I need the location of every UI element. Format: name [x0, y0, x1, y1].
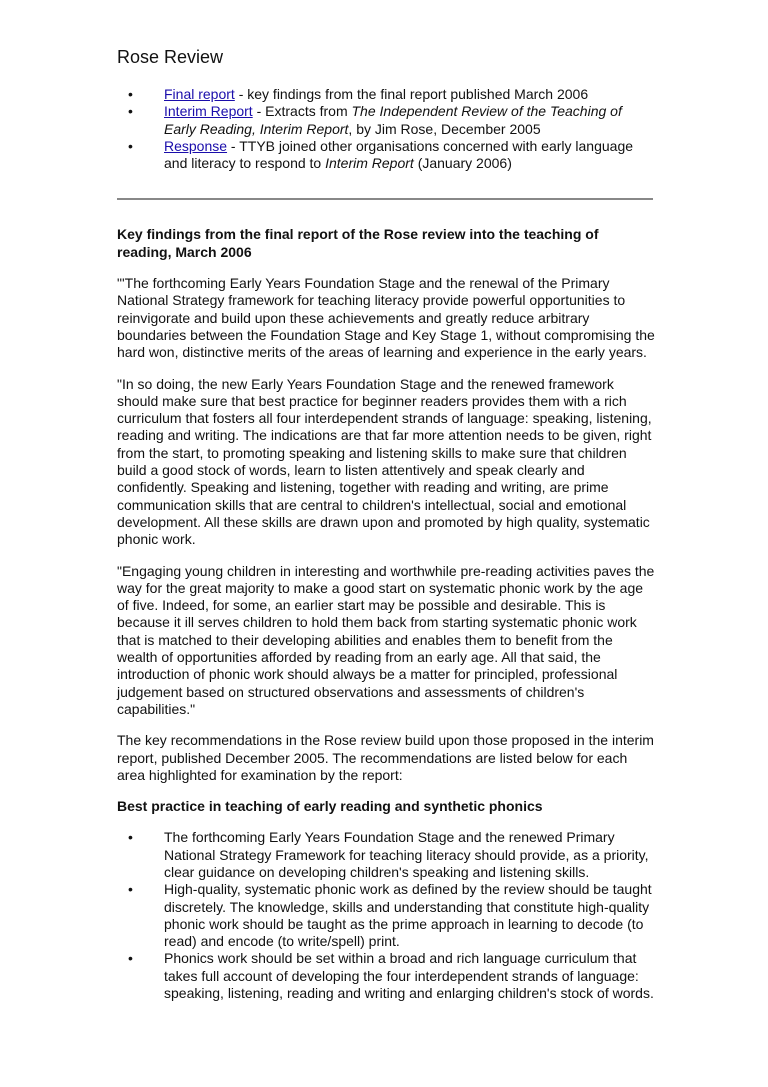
interim-report-link[interactable]: Interim Report: [164, 103, 253, 120]
list-item: • Phonics work should be set within a broad and rich language curriculum that takes full account of developing the four interdependent strands of language: speaking, listening, reading and writing and enlarging children's stock of words.: [164, 950, 655, 1002]
final-report-link[interactable]: Final report: [164, 86, 235, 102]
link-description: - TTYB joined other organisations concerned with early language and literacy to respond to: [164, 137, 634, 172]
response-link[interactable]: Response: [164, 137, 228, 154]
links-list: [117, 86, 655, 172]
link-description: - key findings from the final report published March 2006: [234, 86, 589, 102]
list-item: [164, 103, 655, 138]
divider: [117, 198, 653, 200]
subsection-heading: Best practice in teaching of early reading and synthetic phonics: [117, 798, 543, 815]
report-title: The Independent Review of the Teaching of Early Reading, Interim Report: [164, 103, 622, 137]
list-item: • High-quality, systematic phonic work as defined by the review should be taught discretely. The knowledge, skills and understanding that constitute high-quality phonic work should be taught as the prime approach in learning to decode (to read) and encode (to write/spell) print.: [164, 881, 655, 950]
list-item: [164, 86, 655, 103]
paragraph: "In so doing, the new Early Years Foundation Stage and the renewed framework should make sure that best practice for beginner readers provides them with a rich curriculum that fosters all four interdependent strands of language: speaking, listening, reading and writing. The indications are that far more attention needs to be given, right from the start, to promoting speaking and listening skills to make sure that children build a good stock of words, learn to listen attentively and speak clearly and confidently. Speaking and listening, together with reading and writing, are prime communication skills that are central to children's intellectual, social and emotional development. All these skills are drawn upon and promoted by high quality, systematic phonic work.: [117, 375, 652, 548]
paragraph: The key recommendations in the Rose review build upon those proposed in the interim report, published December 2005. The recommendations are listed below for each area highlighted for examination by the report:: [117, 732, 654, 783]
link-description: (January 2006): [413, 155, 512, 172]
link-description: - Extracts from: [252, 103, 352, 120]
recommendations-list: [117, 829, 655, 1002]
page-title: Rose Review: [117, 47, 224, 67]
list-item: [164, 138, 655, 173]
paragraph: "Engaging young children in interesting and worthwhile pre-reading activities paves the way for the great majority to make a good start on systematic phonic work by the age of five. Indeed, for some, an earlier start may be possible and desirable. This is because it ill serves children to hold them back from starting systematic phonic work that is matched to their developing abilities and enables them to benefit from the wealth of opportunities afforded by reading from an early age. All that said, the introduction of phonic work should always be a matter for principled, professional judgement based on structured observations and assessments of children's capabilities.": [117, 562, 655, 717]
link-description: , by Jim Rose, December 2005: [348, 120, 541, 137]
list-item: • The forthcoming Early Years Foundation Stage and the renewed Primary National Strategy Framework for teaching literacy should provide, as a priority, clear guidance on developing children's speaking and listening skills.: [164, 829, 655, 881]
document-page: [117, 46, 655, 1002]
section-heading: Key findings from the final report of the Rose review into the teaching of reading, March 2006: [117, 226, 599, 260]
report-title: Interim Report: [325, 155, 414, 172]
paragraph: "'The forthcoming Early Years Foundation Stage and the renewal of the Primary National Strategy framework for teaching literacy provide powerful opportunities to reinvigorate and build upon these achievements and greatly reduce arbitrary boundaries between the Foundation Stage and Key Stage 1, without compromising the hard won, distinctive merits of the areas of learning and experience in the early years.: [117, 275, 655, 361]
